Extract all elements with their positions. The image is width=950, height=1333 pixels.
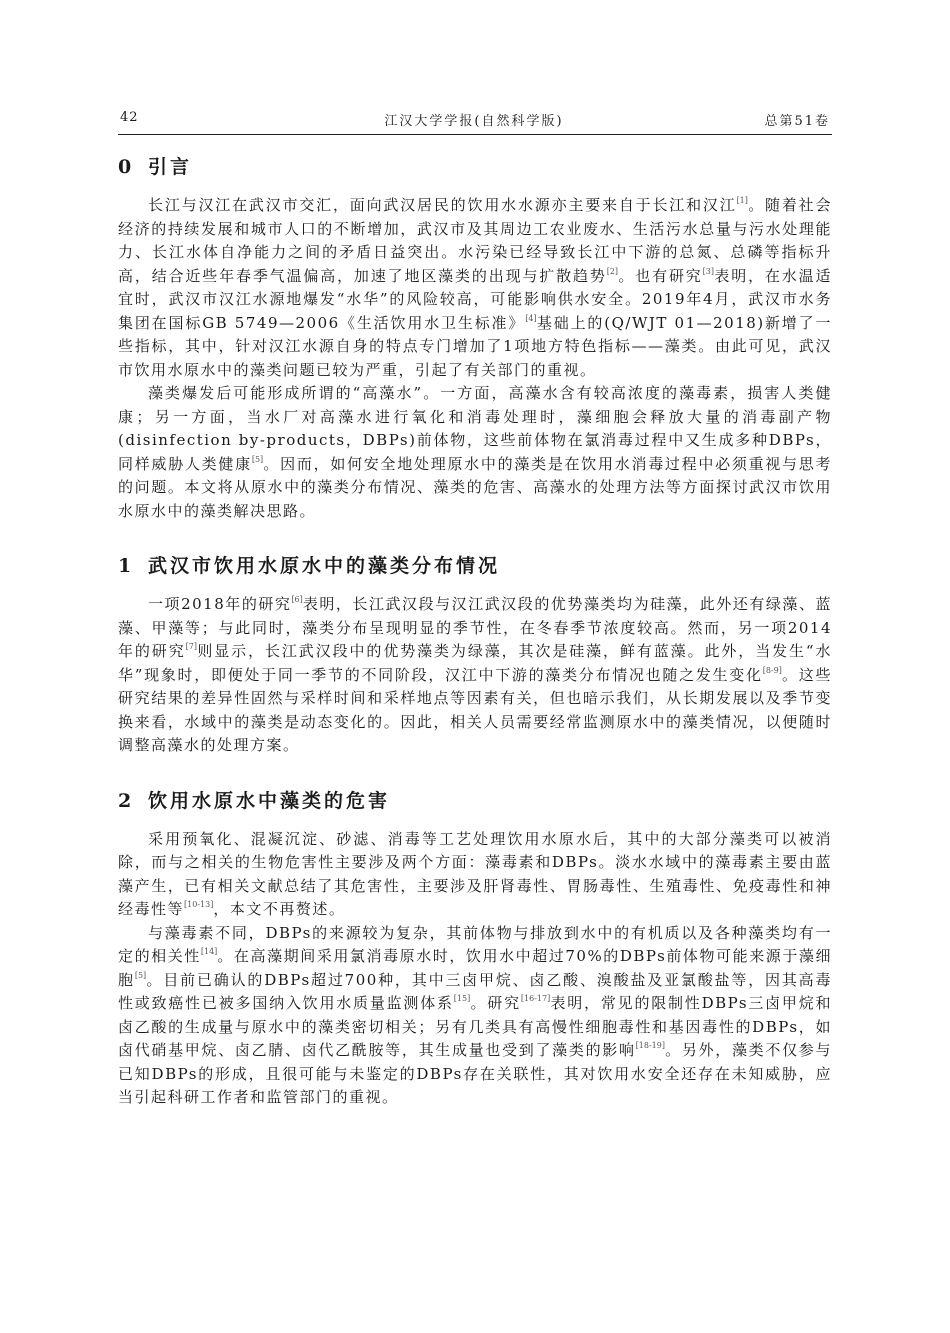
- section-heading: [118, 549, 832, 583]
- citation[interactable]: [14]: [200, 947, 218, 956]
- citation[interactable]: [7]: [185, 642, 197, 651]
- citation[interactable]: [6]: [291, 595, 303, 604]
- text-run: ，本文不再赘述。: [213, 900, 346, 918]
- text-run: 。目前已确认的DBPs超过700种，其中三卤甲烷、卤乙酸、溴酸盐及亚氯酸盐等，因其高毒性或致癌性已被多国纳入饮用水质量监测体系: [118, 970, 832, 1012]
- running-header: [118, 110, 830, 132]
- section-introduction: [118, 150, 832, 523]
- section-number: 0: [118, 156, 135, 178]
- text-run: 采用预氧化、混凝沉淀、砂滤、消毒等工艺处理饮用水原水后，其中的大部分藻类可以被消除，而与之相关的生物危害性主要涉及两个方面：藻毒素和DBPs。淡水水域中的藻毒素主要由蓝藻产生，已有相关文献总结了其危害性，主要涉及肝肾毒性、胃肠毒性、生殖毒性、免疫毒性和神经毒性等: [118, 829, 832, 918]
- volume-label: 总第51卷: [764, 114, 830, 129]
- citation[interactable]: [2]: [606, 266, 619, 276]
- text-run: 与藻毒素不同，DBPs的来源较为复杂，其前体物与排放到水中的有机质以及各种藻类均有一定的相关性: [118, 923, 832, 965]
- section-number: 1: [118, 555, 135, 577]
- text-run: 。另外，藻类不仅参与已知DBPs的形成，且很可能与未鉴定的DBPs存在关联性，其对饮用水安全还存在未知威胁，应当引起科研工作者和监管部门的重视。: [118, 1041, 832, 1106]
- section-title: 饮用水原水中藻类的危害: [148, 789, 391, 812]
- text-run: 表明，长江武汉段与汉江武汉段的优势藻类均为硅藻，此外还有绿藻、蓝藻、甲藻等；与此同时，藻类分布呈现明显的季节性，在冬春季节浓度较高。然而，另一项2014年的研究: [118, 595, 832, 660]
- section-heading: [118, 150, 832, 184]
- text-run: 。这些研究结果的差异性固然与采样时间和采样地点等因素有关，但也暗示我们，从长期发展以及季节变换来看，水域中的藻类是动态变化的。因此，相关人员需要经常监测原水中的藻类情况，以便随时调整高藻水的处理方案。: [118, 665, 832, 754]
- citation[interactable]: [18-19]: [635, 1041, 665, 1050]
- text-run: 表明，常见的限制性DBPs三卤甲烷和卤乙酸的生成量与原水中的藻类密切相关；另有几类具有高慢性细胞毒性和基因毒性的DBPs，如卤代硝基甲烷、卤乙腈、卤代乙酰胺等，其生成量也受到了藻类的影响: [118, 994, 832, 1059]
- section-title: 引言: [148, 156, 193, 178]
- citation[interactable]: [10-13]: [184, 900, 214, 909]
- section-algae-distribution: [118, 549, 832, 758]
- paragraph: [118, 828, 832, 922]
- paragraph: [118, 382, 832, 523]
- citation[interactable]: [5]: [134, 970, 147, 980]
- text-run: 表明，在水温适宜时，武汉市汉江水源地爆发“水华”的风险较高，可能影响供水安全。2019年4月，武汉市水务集团在国标GB 5749—2006《生活饮用水卫生标准》: [118, 266, 832, 332]
- text-run: 则显示，长江武汉段中的优势藻类为绿藻，其次是硅藻，鲜有蓝藻。此外，当发生“水华”现象时，即便处于同一季节的不同阶段，汉江中下游的藻类分布情况也随之发生变化: [118, 642, 832, 684]
- paragraph: [118, 593, 832, 758]
- page-number: 42: [120, 110, 139, 125]
- citation[interactable]: [4]: [525, 313, 537, 323]
- citation[interactable]: [16-17]: [520, 994, 551, 1003]
- header-rule: [118, 134, 832, 135]
- text-run: 。在高藻期间采用氯消毒原水时，饮用水中超过70%的DBPs前体物可能来源于藻细胞: [118, 947, 832, 989]
- paragraph: [118, 194, 832, 382]
- journal-title: 江汉大学学报(自然科学版): [384, 114, 564, 129]
- text-run: 。研究: [470, 994, 521, 1012]
- section-title: 武汉市饮用水原水中的藻类分布情况: [148, 555, 501, 577]
- text-run: 。因而，如何安全地处理原水中的藻类是在饮用水消毒过程中必须重视与思考的问题。本文将从原水中的藻类分布情况、藻类的危害、高藻水的处理方法等方面探讨武汉市饮用水原水中的藻类解决思路。: [118, 454, 832, 520]
- text-run: 长江与汉江在武汉市交汇，面向武汉居民的饮用水水源亦主要来自于长江和汉江: [148, 196, 737, 214]
- citation[interactable]: [15]: [453, 994, 471, 1003]
- section-heading: [118, 784, 832, 818]
- text-run: 。也有研究: [618, 266, 703, 285]
- text-run: 一项2018年的研究: [148, 595, 292, 613]
- paragraph: [118, 922, 832, 1110]
- citation[interactable]: [3]: [702, 266, 715, 276]
- citation[interactable]: [5]: [251, 454, 264, 464]
- text-run: 藻类爆发后可能形成所谓的“高藻水”。一方面，高藻水含有较高浓度的藻毒素，损害人类健康；另一方面，当水厂对高藻水进行氧化和消毒处理时，藻细胞会释放大量的消毒副产物(disinfection by-products，DBPs)前体物，这些前体物在氯消毒过程中又生成多种DBPs，同样威胁人类健康: [118, 384, 832, 473]
- citation[interactable]: [1]: [736, 196, 748, 205]
- citation[interactable]: [8-9]: [762, 665, 782, 675]
- text-run: 基础上的(Q/WJT 01—2018)新增了一些指标，其中，针对汉江水源自身的特点专门增加了1项地方特色指标——藻类。由此可见，武汉市饮用水原水中的藻类问题已较为严重，引起了有关部门的重视。: [118, 313, 832, 379]
- section-algae-hazards: [118, 784, 832, 1110]
- text-run: 。随着社会经济的持续发展和城市人口的不断增加，武汉市及其周边工农业废水、生活污水总量与污水处理能力、长江水体自净能力之间的矛盾日益突出。水污染已经导致长江中下游的总氮、总磷等指标升高，结合近些年春季气温偏高，加速了地区藻类的出现与扩散趋势: [118, 196, 832, 285]
- section-number: 2: [118, 789, 135, 812]
- article-body: [118, 150, 832, 1110]
